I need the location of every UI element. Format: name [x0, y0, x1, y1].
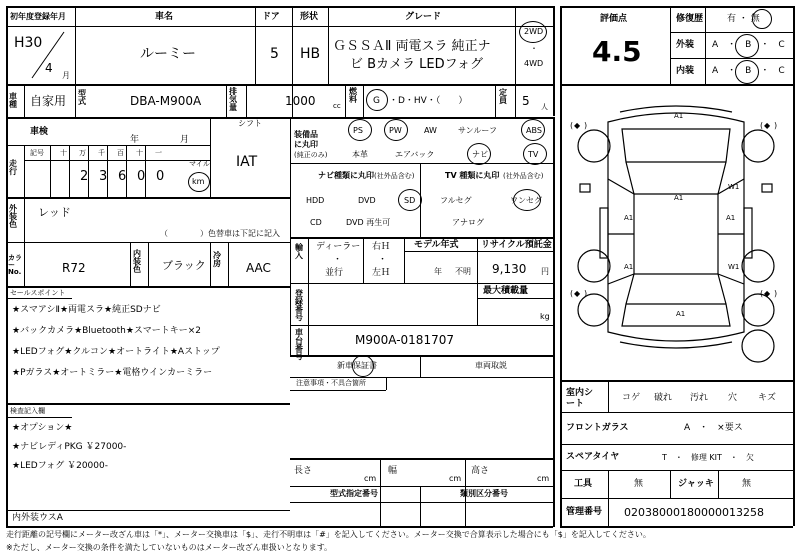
car-name: ルーミー [140, 46, 196, 62]
capacity-label: 定員 [499, 88, 507, 105]
car-name-label: 車名 [155, 12, 174, 22]
jack-value: 無 [742, 479, 752, 489]
sales-points-label: セールスポイント [10, 289, 66, 297]
ac-label: 冷房 [213, 251, 221, 268]
score-value: 4.5 [592, 35, 642, 68]
repair-history-label: 修復歴 [676, 14, 704, 24]
car-diagram [560, 84, 793, 380]
sales-point-line: ★LEDフォグ★クルコン★オートライト★Aストップ [12, 347, 220, 357]
repair-history-value: 有 ・ 無 [727, 14, 760, 24]
seat-option: コゲ [622, 393, 641, 403]
sales-point-line: ★バックカメラ★Bluetooth★スマートキー×2 [12, 326, 201, 336]
damage-label: A1 [726, 214, 736, 222]
body-shape: HB [300, 46, 321, 62]
svg-text:): ) [774, 121, 778, 130]
import-dot-2: ・ [378, 255, 388, 265]
equipment-option: PW [389, 126, 402, 135]
exterior-grade-options: A ・ B ・ C [712, 40, 785, 50]
footnote-line-1: 走行距離の記号欄にメーター改ざん車は「*」、メーター交換車は「$」、走行不明車は「#」を記入してください。メーター交換で合算表示した場合にも「$」を記入してください。 [6, 530, 651, 539]
length-label: 長さ [294, 466, 313, 476]
shape-label: 形状 [300, 12, 319, 22]
import-dealer: ディーラー [316, 242, 361, 252]
navi-option: CD [310, 218, 322, 227]
exterior-color-label: 外装色 [9, 204, 17, 229]
mileage-digit-label: 千 [98, 149, 105, 157]
tools-value: 無 [634, 479, 644, 489]
recycle-label: リサイクル預託金 [481, 240, 552, 250]
navi-option: DVD 再生可 [346, 218, 391, 227]
equipment-sub-label: (純正のみ) [294, 151, 328, 159]
height-label: 高さ [471, 466, 490, 476]
equipment-option: PS [353, 126, 363, 135]
first-reg-month-unit: 月 [62, 71, 70, 80]
drive-4wd: 4WD [524, 59, 544, 68]
model-value: DBA-M900A [130, 94, 202, 108]
model-year-unit: 年 [434, 267, 442, 276]
fuel-options: G ・D・HV・（ ） [373, 96, 468, 106]
displacement-unit: cc [333, 102, 341, 110]
tv-oneseg-circle [513, 189, 541, 211]
mileage-digit: 3 [99, 169, 108, 184]
inspector-line: ★LEDフォグ ￥20000- [12, 461, 108, 471]
mgmt-value: 020380001800000132​58 [624, 506, 764, 519]
model-year-value: 不明 [455, 267, 471, 276]
drive-2wd: 2WD [524, 27, 544, 36]
ac-value: AAC [246, 261, 271, 275]
warranty-circle [352, 355, 374, 377]
mileage-digit-label: 一 [155, 149, 162, 157]
usage-label: 車種 [9, 92, 17, 109]
svg-text:◆: ◆ [764, 121, 771, 130]
navi-header: ナビ種類に丸印 [318, 171, 374, 180]
interior-b-circle [735, 60, 759, 84]
equipment-option: ナビ [472, 150, 488, 159]
first-reg-label: 初年度登録年月 [10, 12, 66, 21]
import-right-h: 右Ｈ [372, 242, 391, 252]
mileage-digit-label: 十 [60, 149, 67, 157]
color-no-label: カラーNo. [8, 254, 22, 276]
color-change-note: （ ）色替車は下記に記入 [160, 229, 280, 238]
mile-label: マイル [189, 160, 210, 168]
seat-option: 穴 [728, 393, 738, 403]
tv-header-note: (社外品含む) [503, 172, 544, 180]
equipment-option: サンルーフ [458, 126, 497, 135]
chassis-value: M900A-0181707 [355, 333, 454, 347]
interior-grade-label: 内装 [676, 66, 695, 76]
displacement-value: 1000 [285, 94, 316, 108]
import-dot: ・ [333, 255, 343, 265]
import-left-h: 左Ｈ [372, 268, 391, 278]
equipment-circle [467, 143, 491, 165]
equipment-circle [523, 143, 547, 165]
first-reg-month: 4 [45, 61, 53, 75]
damage-label: A1 [674, 112, 684, 120]
sales-point-line: ★スマアシⅡ★両電スラ★純正SDナビ [12, 305, 161, 315]
navi-option: HDD [306, 196, 325, 205]
km-label: km [192, 177, 205, 186]
max-load-unit: kg [540, 312, 550, 321]
shift-label: シフト [238, 119, 262, 128]
svg-text:◆: ◆ [574, 289, 581, 298]
seat-option: 破れ [654, 393, 673, 403]
interior-color-value: ブラック [162, 259, 206, 272]
exterior-b-circle [735, 34, 759, 58]
damage-label: A1 [624, 263, 634, 271]
mileage-digit-label: 十 [136, 149, 143, 157]
inspector-label: 検査記入欄 [10, 407, 45, 415]
exterior-color-value: レッド [38, 206, 71, 219]
navi-option: DVD [358, 196, 376, 205]
grade-line-2: ビ Bカメラ LEDフォグ [350, 57, 484, 72]
navi-header-note: (社外品含む) [374, 172, 415, 180]
height-unit: cm [537, 474, 550, 483]
inspector-line: ★オプション★ [12, 423, 73, 433]
mileage-divider [69, 145, 70, 197]
drive-2wd-circle [519, 21, 547, 43]
new-warranty: 新車保証書 [337, 361, 377, 370]
seat-option: キズ [758, 393, 776, 403]
color-no-value: R72 [62, 261, 86, 275]
mileage-digit: 0 [156, 169, 165, 184]
damage-label: W1 [728, 183, 740, 191]
inspector-line: ★ナビレディPKG ￥27000- [12, 442, 127, 452]
score-label: 評価点 [600, 14, 628, 24]
import-label: 輸入 [295, 243, 303, 260]
door-count: 5 [270, 46, 279, 62]
door-label: ドア [262, 12, 280, 22]
displacement-label: 排気量 [229, 87, 237, 112]
svg-text:): ) [774, 289, 778, 298]
footnote-line-2: ※ただし、メーター交換の条件を満たしていないものはメーター改ざん車扱いとなります。 [6, 543, 333, 552]
width-label: 幅 [388, 466, 398, 476]
grade-line-1: ＧＳＳＡⅡ 両電スラ 純正ナ [333, 39, 491, 54]
exterior-grade-label: 外装 [676, 40, 695, 50]
recycle-value: 9,130 [492, 262, 527, 276]
equipment-label: 装備品に丸印 [294, 130, 318, 149]
capacity-value: 5 [522, 94, 530, 108]
svg-text:◆: ◆ [764, 289, 771, 298]
mileage-label: 走行 [9, 159, 17, 176]
svg-text:): ) [584, 121, 588, 130]
mileage-digit-label: 万 [79, 149, 86, 157]
recycle-unit: 円 [541, 267, 549, 276]
max-load-label: 最大積載量 [483, 286, 529, 296]
seat-option: 汚れ [690, 393, 709, 403]
first-reg-year: H30 [14, 35, 43, 51]
mileage-digit: 2 [80, 169, 89, 184]
equipment-circle [521, 119, 545, 141]
mileage-divider [50, 145, 51, 197]
grade-label: グレード [405, 12, 442, 22]
damage-label: A1 [624, 214, 634, 222]
equipment-option: エアバック [395, 150, 435, 159]
model-label: 型式 [78, 89, 86, 106]
usage-value: 自家用 [30, 94, 67, 108]
km-circle [188, 172, 210, 192]
equipment-option: AW [424, 126, 437, 135]
shift-value: IAT [236, 154, 258, 170]
tv-option: アナログ [452, 218, 484, 227]
owner-manual: 車両取説 [475, 361, 507, 370]
shaken-label: 車検 [30, 127, 49, 137]
damage-label: W1 [728, 263, 740, 271]
shaken-month-unit: 月 [180, 135, 190, 145]
shaken-year-unit: 年 [130, 135, 140, 145]
chassis-label: 車台番号 [295, 328, 303, 361]
spare-value: T ・ 修理 KIT ・ 欠 [662, 453, 754, 462]
tools-label: 工具 [574, 479, 593, 489]
svg-text:(: ( [570, 121, 574, 130]
glass-value: A ・ ×要ス [684, 423, 743, 433]
inspector-footer: 内外装ウスA [12, 513, 63, 523]
spare-label: スペアタイヤ [566, 452, 620, 462]
svg-text:): ) [584, 289, 588, 298]
equipment-option: 本革 [352, 150, 368, 159]
equipment-option: TV [528, 150, 539, 159]
import-parallel: 並行 [325, 268, 344, 278]
mileage-digit: 0 [137, 169, 146, 184]
svg-text:◆: ◆ [574, 121, 581, 130]
capacity-unit: 人 [541, 103, 548, 111]
model-year-label: モデル年式 [414, 240, 459, 250]
seat-label: 室内シート [566, 388, 594, 409]
drive-dot: ・ [530, 44, 538, 53]
interior-color-label: 内装色 [133, 249, 141, 274]
jack-label: ジャッキ [678, 479, 714, 489]
mileage-digit-label: 記号 [30, 149, 44, 157]
tv-header: TV 種類に丸印 [445, 171, 500, 180]
repair-none-circle [752, 9, 772, 29]
damage-label: A1 [676, 310, 686, 318]
svg-text:(: ( [760, 121, 764, 130]
width-unit: cm [449, 474, 462, 483]
navi-sd-circle [398, 189, 422, 211]
svg-text:(: ( [570, 289, 574, 298]
navi-option: SD [404, 196, 416, 205]
tv-option: ワンセグ [510, 196, 542, 205]
sales-point-line: ★Pガラス★オートミラー★電格ウインカーミラー [12, 368, 213, 378]
fuel-g-circle [366, 89, 388, 111]
svg-text:(: ( [760, 289, 764, 298]
tv-option: フルセグ [440, 196, 472, 205]
interior-grade-options: A ・ B ・ C [712, 66, 785, 76]
damage-label: A1 [674, 194, 684, 202]
equipment-circle [384, 119, 408, 141]
equipment-circle [348, 119, 372, 141]
reg-no-label: 登録番号 [295, 289, 303, 322]
mileage-digit-label: 百 [117, 149, 124, 157]
length-unit: cm [364, 474, 377, 483]
notes-label: 注意事項・不具合箇所 [296, 379, 366, 387]
equipment-option: ABS [526, 126, 542, 135]
fuel-label: 燃料 [349, 87, 357, 104]
glass-label: フロントガラス [566, 423, 629, 433]
type-no-label: 型式指定番号 [330, 489, 378, 498]
category-no-label: 類別区分番号 [460, 489, 508, 498]
mgmt-label: 管理番号 [566, 507, 603, 517]
mileage-digit: 6 [118, 169, 127, 184]
